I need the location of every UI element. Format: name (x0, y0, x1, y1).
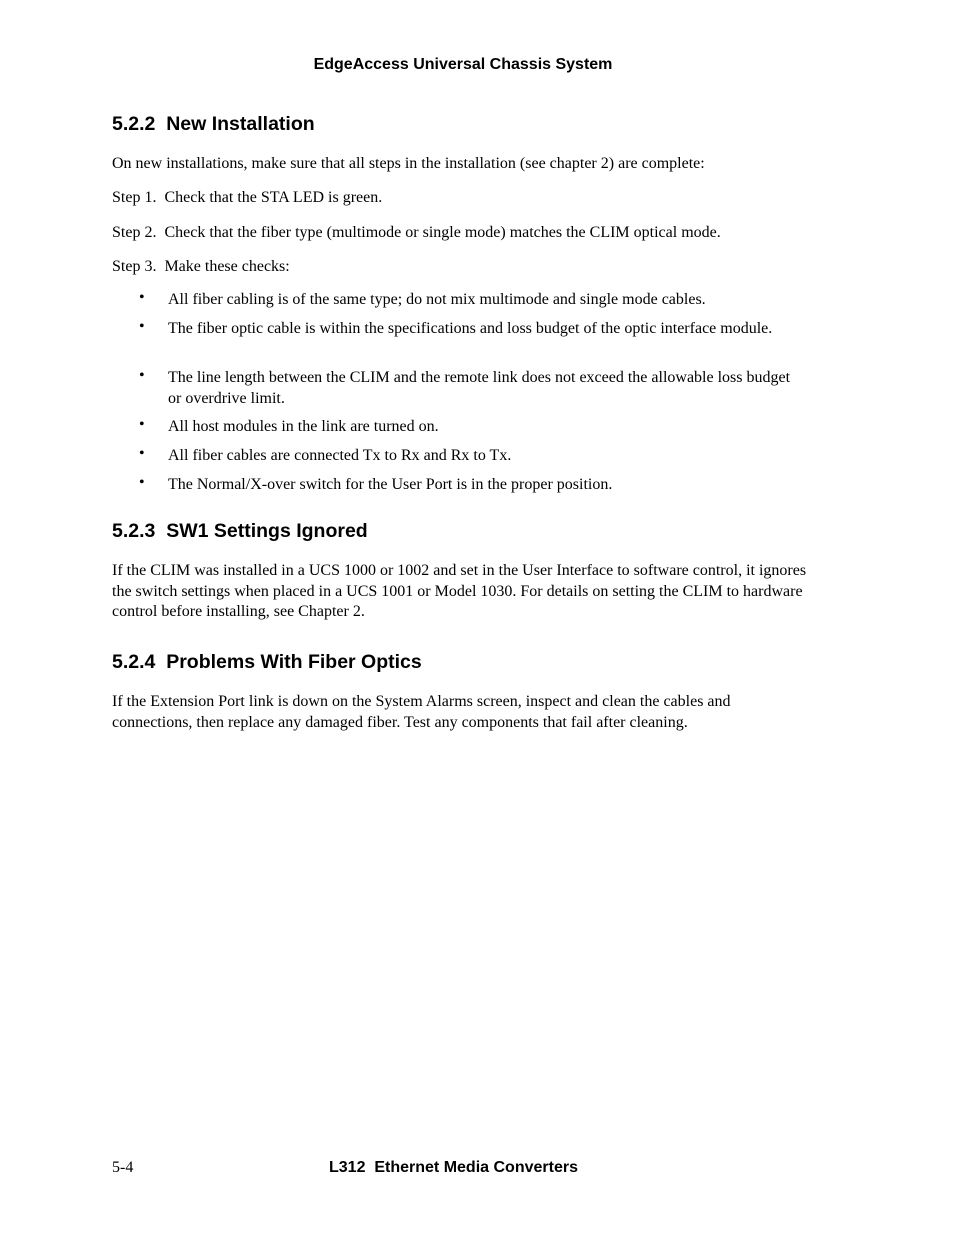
bullet-icon: • (139, 474, 145, 491)
section-heading-new-installation: 5.2.2 New Installation (112, 113, 315, 135)
check-item: The Normal/X-over switch for the User Port is in the proper position. (168, 476, 613, 493)
fiber-optics-body: If the Extension Port link is down on the System Alarms screen, inspect and clean the cables and connections, then replace any damaged fiber. Test any components that fail after cleaning. (112, 693, 731, 731)
check-item: The line length between the CLIM and the remote link does not exceed the allowable loss budget or overdrive limit. (168, 369, 791, 407)
step-3: Step 3. Make these checks: (112, 258, 290, 275)
check-item: The fiber optic cable is within the specifications and loss budget of the optic interface module. (168, 320, 773, 337)
running-header: EdgeAccess Universal Chassis System (313, 56, 613, 73)
bullet-icon: • (139, 367, 145, 384)
check-item: All fiber cables are connected Tx to Rx and Rx to Tx. (168, 447, 512, 464)
section-heading-sw1-settings: 5.2.3 SW1 Settings Ignored (112, 520, 368, 542)
check-item: All fiber cabling is of the same type; do not mix multimode and single mode cables. (168, 291, 706, 308)
step-1: Step 1. Check that the STA LED is green. (112, 189, 383, 206)
bullet-icon: • (139, 445, 145, 462)
new-installation-intro: On new installations, make sure that all steps in the installation (see chapter 2) are complete: (112, 155, 705, 172)
step-2: Step 2. Check that the fiber type (multimode or single mode) matches the CLIM optical mode. (112, 224, 721, 241)
bullet-icon: • (139, 289, 145, 306)
page-number: 5-4 (112, 1159, 134, 1176)
bullet-icon: • (139, 416, 145, 433)
footer-title: L312 Ethernet Media Converters (329, 1159, 578, 1176)
sw1-settings-body: If the CLIM was installed in a UCS 1000 or 1002 and set in the User Interface to software control, it ignores the switch settings when placed in a UCS 1001 or Model 1030. For details on setting the CLIM to hardware control before installing, see Chapter 2. (112, 562, 807, 620)
check-item: All host modules in the link are turned on. (168, 418, 439, 435)
section-heading-fiber-optics: 5.2.4 Problems With Fiber Optics (112, 651, 422, 673)
bullet-icon: • (139, 318, 145, 335)
